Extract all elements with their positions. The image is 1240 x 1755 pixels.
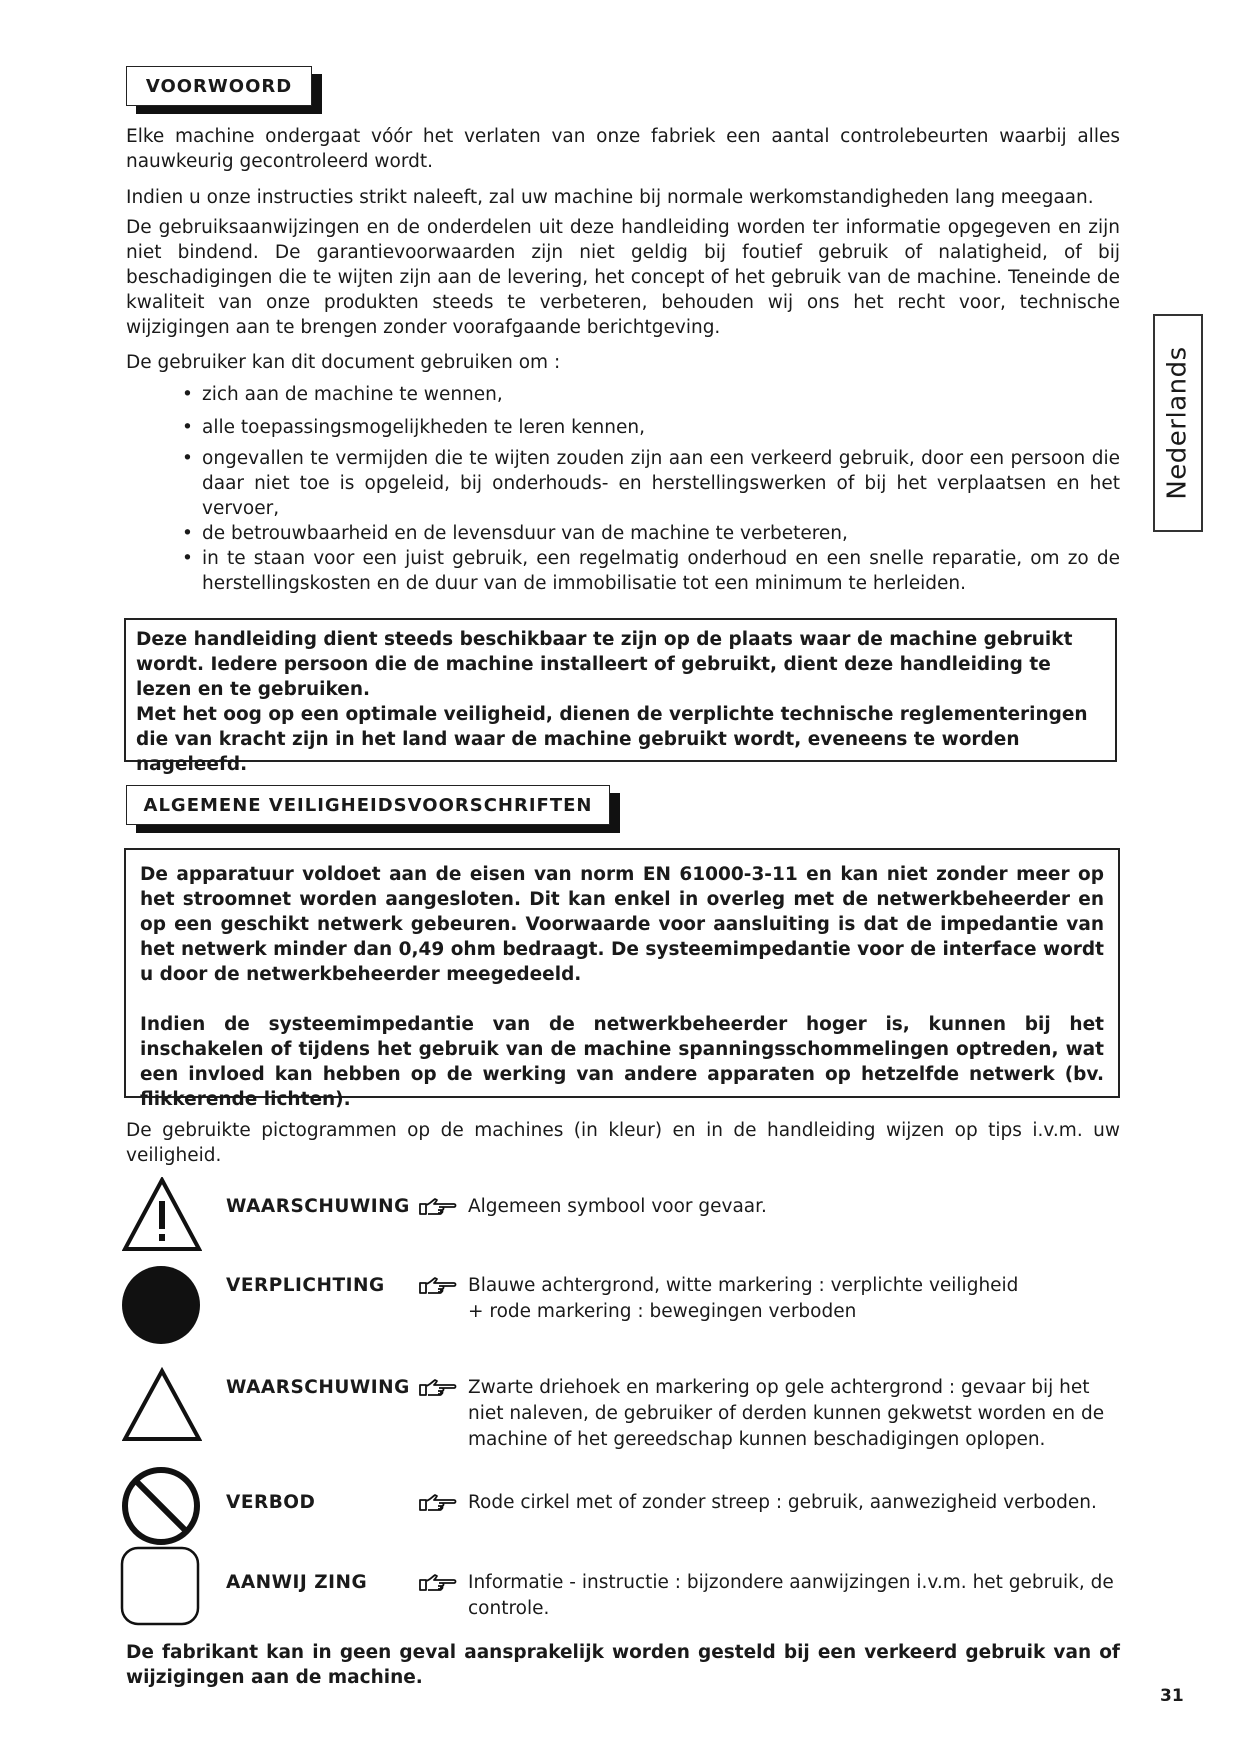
pictogram-label: WAARSCHUWING bbox=[226, 1196, 410, 1217]
pointing-hand-icon bbox=[418, 1377, 458, 1399]
manual-availability-notice bbox=[124, 618, 1117, 775]
list-item: • de betrouwbaarheid en de levensduur van de machine te verbeteren, bbox=[182, 521, 1120, 546]
impedance-paragraph-2: Indien de systeemimpedantie van de netwerkbeheerder hoger is, kunnen bij het inschakelen of tijdens het gebruik van de machine spanningsschommelingen optreden, wat een invloed kan hebben op de werking van andere apparaten op hetzelfde netwerk (bv. flikkerende lichten). bbox=[140, 1014, 1104, 1110]
pointing-hand-icon bbox=[418, 1196, 458, 1218]
list-item: • zich aan de machine te wennen, bbox=[182, 382, 1120, 407]
description-line: niet naleven, de gebruiker of derden kunnen gekwetst worden en de bbox=[468, 1403, 1105, 1424]
liability-disclaimer: De fabrikant kan in geen geval aansprakelijk worden gesteld bij een verkeerd gebruik van of wijzigingen aan de machine. bbox=[126, 1642, 1120, 1688]
list-item: • in te staan voor een juist gebruik, een regelmatig onderhoud en een snelle reparatie, om zo de herstellingskosten en de duur van de immobilisatie tot een minimum te herleiden. bbox=[182, 546, 1120, 596]
description-line: Informatie - instructie : bijzondere aanwijzingen i.v.m. het gebruik, de bbox=[468, 1572, 1114, 1593]
warning-exclamation-icon bbox=[122, 1177, 202, 1253]
pictogram-description bbox=[468, 1490, 1128, 1516]
pictogram-description bbox=[468, 1570, 1128, 1622]
pictogram-label: VERPLICHTING bbox=[226, 1275, 385, 1296]
language-tab-label: Nederlands bbox=[1163, 346, 1194, 500]
pictogram-label: VERBOD bbox=[226, 1492, 316, 1513]
description-line: + rode markering : bewegingen verboden bbox=[468, 1301, 857, 1322]
pictogram-row-verbod bbox=[120, 1490, 1120, 1570]
pictogram-row-verplichting bbox=[120, 1273, 1120, 1353]
pictogram-description bbox=[468, 1375, 1128, 1453]
description-line: Zwarte driehoek en markering op gele achtergrond : gevaar bij het bbox=[468, 1377, 1090, 1398]
rounded-square-icon bbox=[120, 1546, 200, 1626]
page-number: 31 bbox=[1160, 1686, 1184, 1706]
foreword-paragraph-3: De gebruiksaanwijzingen en de onderdelen uit deze handleiding worden ter informatie opgegeven en zijn niet bindend. De garantievoorwaarden zijn niet geldig bij foutief gebruik of nalatigheid, of bij beschadigingen die te wijten zijn aan de levering, het concept of het gebruik van de machine. Teneinde de kwaliteit van onze produkten steeds te verbeteren, behouden wij ons het recht voor, technische wijzigingen aan te brengen zonder voorafgaande berichtgeving. bbox=[126, 217, 1120, 338]
prohibition-icon bbox=[121, 1466, 201, 1546]
foreword-paragraph-4: De gebruiker kan dit document gebruiken om : bbox=[126, 352, 561, 373]
language-tab bbox=[1153, 314, 1203, 532]
pictogram-row-aanwijzing bbox=[120, 1570, 1120, 1640]
description-line: Blauwe achtergrond, witte markering : verplichte veiligheid bbox=[468, 1275, 1019, 1296]
pictogram-row-waarschuwing-triangle bbox=[120, 1375, 1120, 1475]
pictogram-label: WAARSCHUWING bbox=[226, 1377, 410, 1398]
section-title-voorwoord: VOORWOORD bbox=[126, 66, 312, 106]
foreword-paragraph-1: Elke machine ondergaat vóór het verlaten van onze fabriek een aantal controlebeurten waarbij alles nauwkeurig gecontroleerd wordt. bbox=[126, 126, 1120, 172]
description-line: controle. bbox=[468, 1598, 550, 1619]
section-title-safety: ALGEMENE VEILIGHEIDSVOORSCHRIFTEN bbox=[126, 785, 610, 825]
impedance-paragraph-1: De apparatuur voldoet aan de eisen van norm EN 61000-3-11 en kan niet zonder meer op het stroomnet worden aangesloten. Dit kan enkel in overleg met de netwerkbeheerder en op een geschikt netwerk gebeuren. Voorwaarde voor aansluiting is dat de impedantie van het netwerk minder dan 0,49 ohm bedraagt. De systeemimpedantie voor de interface wordt u door de netwerkbeheerder meegedeeld. bbox=[140, 864, 1104, 985]
pointing-hand-icon bbox=[418, 1492, 458, 1514]
pointing-hand-icon bbox=[418, 1572, 458, 1594]
pictogram-label: AANWIJ ZING bbox=[226, 1572, 368, 1593]
description-line: machine of het gereedschap kunnen beschadigingen oplopen. bbox=[468, 1429, 1046, 1450]
description-line: Algemeen symbool voor gevaar. bbox=[468, 1196, 767, 1217]
list-item: • ongevallen te vermijden die te wijten zouden zijn aan een verkeerd gebruik, door een persoon die daar niet toe is opgeleid, bij onderhouds- en herstellingswerken of bij het verplaatsen en het vervoer, bbox=[182, 446, 1120, 521]
foreword-paragraph-2: Indien u onze instructies strikt naleeft, zal uw machine bij normale werkomstandigheden lang meegaan. bbox=[126, 187, 1094, 208]
pictogram-description bbox=[468, 1273, 1128, 1325]
network-impedance-notice bbox=[124, 848, 1120, 1110]
triangle-icon bbox=[122, 1367, 202, 1443]
notice-paragraph-2: Met het oog op een optimale veiligheid, dienen de verplichte technische reglementeringen die van kracht zijn in het land waar de machine gebruikt wordt, eveneens te worden nageleefd. bbox=[136, 704, 1088, 775]
pictogram-intro: De gebruikte pictogrammen op de machines (in kleur) en in de handleiding wijzen op tips i.v.m. uw veiligheid. bbox=[126, 1120, 1120, 1166]
filled-circle-icon bbox=[121, 1265, 201, 1345]
foreword-bullet-list bbox=[182, 382, 1120, 596]
list-item: • alle toepassingsmogelijkheden te leren kennen, bbox=[182, 415, 1120, 440]
description-line: Rode cirkel met of zonder streep : gebruik, aanwezigheid verboden. bbox=[468, 1492, 1097, 1513]
notice-paragraph-1: Deze handleiding dient steeds beschikbaar te zijn op de plaats waar de machine gebruikt wordt. Iedere persoon die de machine installeert of gebruikt, dient deze handleiding te lezen en te gebruiken. bbox=[136, 629, 1073, 700]
pictogram-row-waarschuwing bbox=[120, 1194, 1120, 1264]
pictogram-description bbox=[468, 1194, 1128, 1220]
pointing-hand-icon bbox=[418, 1275, 458, 1297]
